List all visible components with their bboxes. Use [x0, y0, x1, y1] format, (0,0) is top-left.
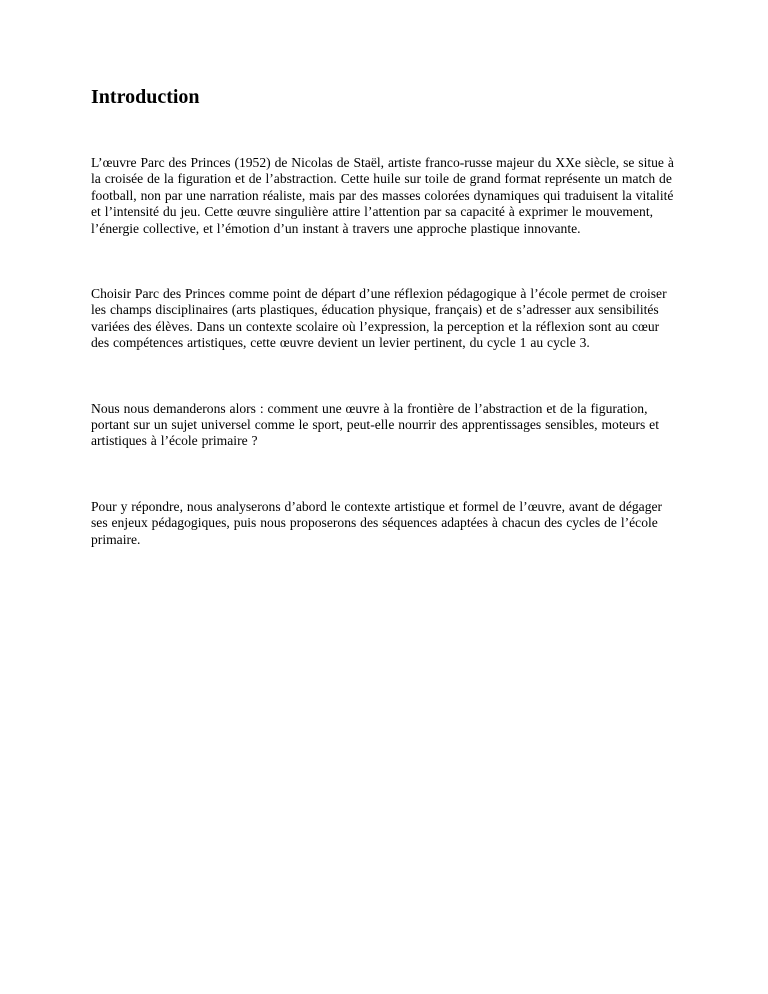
paragraph-outline: Pour y répondre, nous analyserons d’abord le contexte artistique et formel de l’œuvre, avant de dégager ses enjeux pédagogiques, puis nous proposerons des séquences adaptées à chacun des cycles de l’école primaire.	[91, 498, 663, 547]
paragraph-pedagogical-choice: Choisir Parc des Princes comme point de départ d’une réflexion pédagogique à l’école permet de croiser les champs disciplinaires (arts plastiques, éducation physique, français) et de s’adresser aux sensibilités variées des élèves. Dans un contexte scolaire où l’expression, la perception et la réflexion sont au cœur des compétences artistiques, cette œuvre devient un levier pertinent, du cycle 1 au cycle 3.	[91, 286, 667, 351]
section-heading: Introduction	[91, 86, 200, 108]
paragraph-intro-artwork: L’œuvre Parc des Princes (1952) de Nicolas de Staël, artiste franco-russe majeur du XXe siècle, se situe à la croisée de la figuration et de l’abstraction. Cette huile sur toile de grand format représente un match de football, non par une narration réaliste, mais par des masses colorées dynamiques qui traduisent la vitalité et l’intensité du jeu. Cette œuvre singulière attire l’attention par sa capacité à exprimer le mouvement, l’énergie collective, et l’émotion d’un instant à travers une approche plastique innovante.	[91, 155, 674, 236]
paragraph-problem-statement: Nous nous demanderons alors : comment une œuvre à la frontière de l’abstraction et de la figuration, portant sur un sujet universel comme le sport, peut-elle nourrir des apprentissages sensibles, moteurs et artistiques à l’école primaire ?	[91, 400, 659, 449]
